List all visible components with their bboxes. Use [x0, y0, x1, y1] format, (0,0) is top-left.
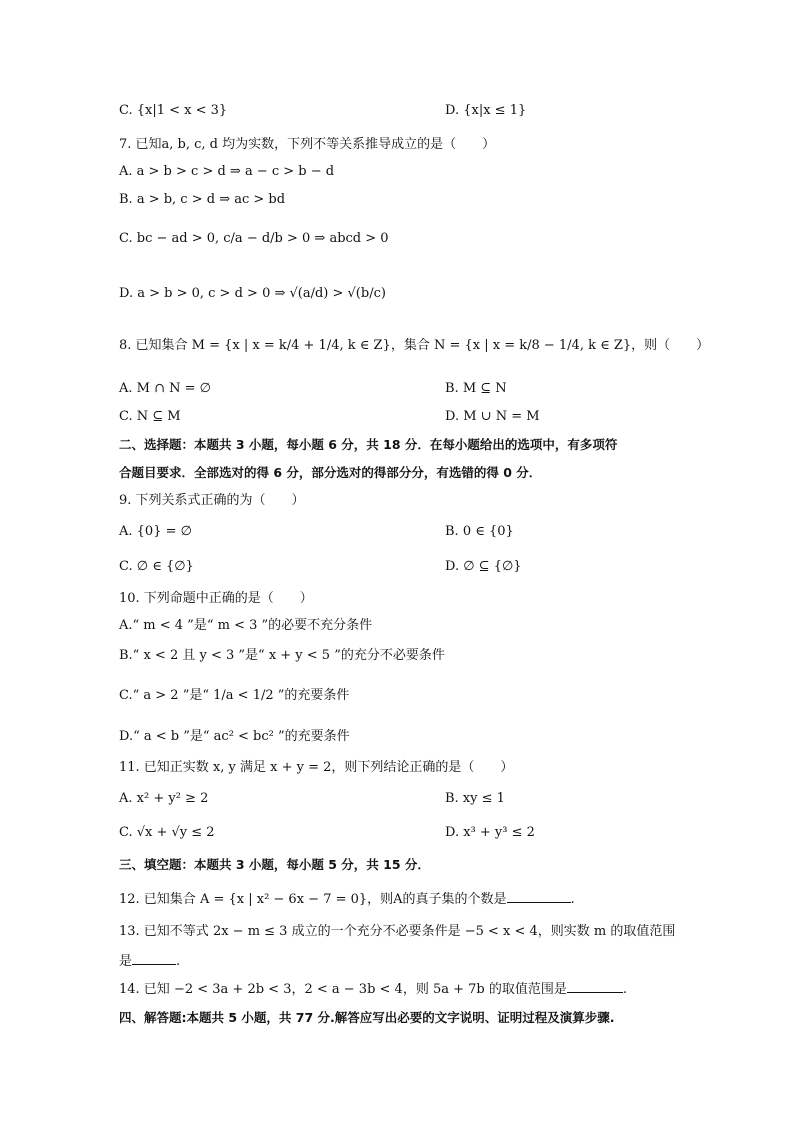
q13-line1: 13. 已知不等式 2x − m ≤ 3 成立的一个充分不必要条件是 −5 < x < 4，则实数 m 的取值范围 — [119, 924, 676, 939]
q6-option-c: C. {x|1 < x < 3} — [119, 103, 228, 118]
q14-stem: 14. 已知 −2 < 3a + 2b < 3，2 < a − 3b < 4，则 5a + 7b 的取值范围是 — [119, 982, 567, 997]
q10-option-c: C.“ a > 2 ”是“ 1/a < 1/2 ”的充要条件 — [119, 688, 350, 703]
q13-stem-end: 是 — [119, 954, 133, 969]
q11-option-a: A. x² + y² ≥ 2 — [119, 791, 209, 806]
section2-title-line1: 二、选择题：本题共 3 小题，每小题 6 分，共 18 分．在每小题给出的选项中，有多项符 — [119, 437, 618, 452]
q8-option-c: C. N ⊆ M — [119, 409, 181, 424]
q7-option-a: A. a > b > c > d ⇒ a − c > b − d — [119, 164, 335, 179]
q14-period: . — [622, 982, 627, 997]
q9-option-d: D. ∅ ⊆ {∅} — [445, 559, 522, 574]
q10-option-a: A.“ m < 4 ”是“ m < 3 ”的必要不充分条件 — [119, 618, 373, 633]
q8-stem: 8. 已知集合 M = {x | x = k/4 + 1/4, k ∈ Z}，集合 N = {x | x = k/8 − 1/4, k ∈ Z}，则（ ） — [119, 338, 710, 353]
q9-option-b: B. 0 ∈ {0} — [445, 524, 514, 539]
q7-option-d: D. a > b > 0, c > d > 0 ⇒ √(a/d) > √(b/c) — [119, 286, 386, 301]
q12-stem: 12. 已知集合 A = {x | x² − 6x − 7 = 0}，则A的真子集的个数是 — [119, 892, 507, 907]
q9-option-c: C. ∅ ∈ {∅} — [119, 559, 194, 574]
q10-option-d: D.“ a < b ”是“ ac² < bc² ”的充要条件 — [119, 729, 350, 744]
q7-option-b: B. a > b, c > d ⇒ ac > bd — [119, 192, 286, 207]
q14-answer-blank[interactable] — [567, 980, 623, 993]
q11-option-d: D. x³ + y³ ≤ 2 — [445, 825, 535, 840]
q12-line — [119, 890, 575, 908]
section3-title: 三、填空题：本题共 3 小题，每小题 5 分，共 15 分． — [119, 857, 430, 872]
q11-option-b: B. xy ≤ 1 — [445, 791, 505, 806]
q9-option-a: A. {0} = ∅ — [119, 524, 192, 539]
q13-line2 — [119, 952, 180, 970]
q11-option-c: C. √x + √y ≤ 2 — [119, 825, 215, 840]
q14-line — [119, 980, 627, 998]
q11-stem: 11. 已知正实数 x, y 满足 x + y = 2，则下列结论正确的是（ ） — [119, 760, 514, 775]
q13-answer-blank[interactable] — [132, 952, 176, 965]
q7-option-c: C. bc − ad > 0, c/a − d/b > 0 ⇒ abcd > 0 — [119, 231, 389, 246]
section2-title-line2: 合题目要求．全部选对的得 6 分，部分选对的得部分分，有选错的得 0 分． — [119, 465, 542, 480]
q7-stem: 7. 已知a, b, c, d 均为实数，下列不等关系推导成立的是（ ） — [119, 137, 496, 152]
q6-option-d: D. {x|x ≤ 1} — [445, 103, 527, 118]
q12-period: . — [570, 892, 575, 907]
q9-stem: 9. 下列关系式正确的为（ ） — [119, 493, 305, 508]
q8-option-a: A. M ∩ N = ∅ — [119, 381, 211, 396]
section4-title: 四、解答题:本题共 5 小题，共 77 分.解答应写出必要的文字说明、证明过程及演算步骤. — [119, 1010, 615, 1025]
q13-period: . — [176, 954, 181, 969]
q8-option-d: D. M ∪ N = M — [445, 409, 540, 424]
q12-answer-blank[interactable] — [507, 890, 571, 903]
q10-stem: 10. 下列命题中正确的是（ ） — [119, 591, 313, 606]
q10-option-b: B.“ x < 2 且 y < 3 ”是“ x + y < 5 ”的充分不必要条件 — [119, 648, 445, 663]
q8-option-b: B. M ⊆ N — [445, 381, 507, 396]
